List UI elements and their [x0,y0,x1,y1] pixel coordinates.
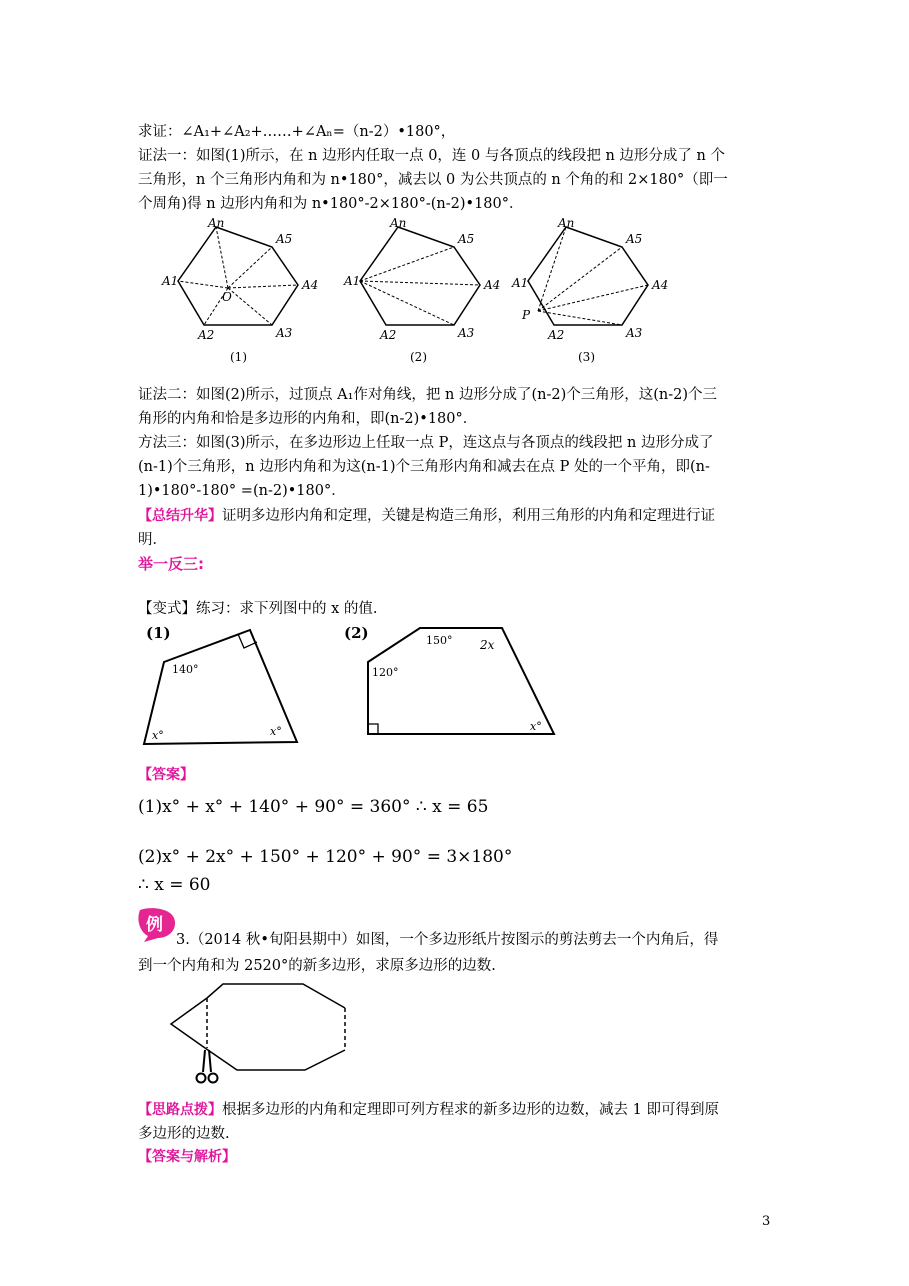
hex3-label-a4: A4 [652,278,669,292]
example-badge-text: 例 [146,915,163,935]
hex2-label-a2: A2 [380,328,397,342]
summary-line [138,505,715,527]
variant-line [138,598,378,620]
question-line-2: 到一个内角和为 2520°的新多边形，求原多边形的边数. [138,958,496,974]
hex3-label-an: An [558,216,575,230]
hex1-label-o: O [222,290,232,304]
quad2-angle-120: 120° [372,666,399,679]
hex3-label-a1: A1 [512,276,529,290]
summary-text: 证明多边形内角和定理，关键是构造三角形，利用三角形的内角和定理进行证 [222,508,715,524]
hex2-label-a1: A1 [344,274,361,288]
hint-line [138,1099,719,1121]
proof-method-3-line-1: 方法三：如图(3)所示，在多边形边上任取一点 P，连这点与各顶点的线段把 n 边形分成了 [138,435,714,451]
hex2-label-a4: A4 [484,278,501,292]
variant-text: 练习：求下列图中的 x 的值. [196,601,378,617]
quad1-angle-140: 140° [172,663,199,676]
proof-method-3-line-3: 1)•180°-180° =(n-2)•180°． [138,483,346,499]
equation-3: ∴ x = 60 [138,875,211,895]
hex1-caption: (1) [230,350,247,364]
answer-tag: 【答案】 [138,767,194,783]
hex2-label-a5: A5 [458,232,475,246]
question-line-1: 3.（2014 秋•旬阳县期中）如图，一个多边形纸片按图示的剪法剪去一个内角后，得 [176,932,719,948]
equation-1: (1)x° + x° + 140° + 90° = 360° ∴ x = 65 [138,797,489,817]
quad1-angle-x-right: x° [270,725,282,738]
quad1-title: (1) [146,624,171,642]
hex1-label-a2: A2 [198,328,215,342]
summary-tag: 【总结升华】 [138,508,222,524]
quad1-angle-x-left: x° [152,729,164,742]
section-heading: 举一反三: [138,555,204,573]
quad2-angle-x: x° [530,720,542,733]
proof-method-2-line-2: 角形的内角和恰是多边形的内角和，即(n-2)•180°． [138,411,478,427]
hint-text: 根据多边形的内角和定理即可列方程求的新多边形的边数，减去 1 即可得到原 [222,1102,719,1118]
hex2-label-a3: A3 [458,326,475,340]
equation-2: (2)x° + 2x° + 150° + 120° + 90° = 3×180° [138,847,513,867]
example-badge-icon [136,906,178,942]
quadrilateral-figure-2 [344,624,554,734]
variant-tag: 【变式】 [138,601,196,617]
polygon-cut-figure [165,978,355,1086]
hint-line-2: 多边形的边数. [138,1126,230,1142]
proof-statement: 求证：∠A₁+∠A₂+……+∠Aₙ=（n-2）•180°， [138,124,456,140]
hexagon-figures [160,215,680,370]
proof-method-3-line-2: (n-1)个三角形，n 边形内角和为这(n-1)个三角形内角和减去在点 P 处的一个平角，即(n- [138,459,710,475]
quad2-angle-2x: 2x [480,638,495,652]
quadrilateral-figures [140,618,570,753]
proof-method-1-line-3: 个周角)得 n 边形内角和为 n•180°-2×180°-(n-2)•180°． [138,196,524,212]
hex2-label-an: An [390,216,407,230]
hexagon-figure-1 [161,216,318,364]
hex1-label-a1: A1 [162,274,179,288]
hint-tag: 【思路点拨】 [138,1102,222,1118]
hex3-label-a5: A5 [626,232,643,246]
hex3-label-a2: A2 [548,328,565,342]
hex1-label-a4: A4 [302,278,319,292]
hexagon-figure-2 [343,216,500,364]
hex1-label-a5: A5 [276,232,293,246]
hex1-label-an: An [208,216,225,230]
quadrilateral-figure-1 [144,624,297,744]
hex3-caption: (3) [578,350,595,364]
summary-line-2: 明． [138,532,167,548]
solution-tag: 【答案与解析】 [138,1149,236,1165]
proof-method-1-line-2: 三角形，n 个三角形内角和为 n•180°，减去以 0 为公共顶点的 n 个角的和 2×180°（即一 [138,172,728,188]
hex1-label-a3: A3 [276,326,293,340]
hex3-label-a3: A3 [626,326,643,340]
hex3-label-p: P [522,308,531,322]
quad2-angle-150: 150° [426,634,453,647]
proof-method-1-line-1: 证法一：如图(1)所示，在 n 边形内任取一点 0，连 0 与各顶点的线段把 n 边形分成了 n 个 [138,148,725,164]
page-number: 3 [762,1214,771,1229]
quad2-title: (2) [344,624,369,642]
proof-method-2-line-1: 证法二：如图(2)所示，过顶点 A₁作对角线，把 n 边形分成了(n-2)个三角形，这(n-2)个三 [138,387,718,403]
hexagon-figure-3 [511,216,668,364]
hex2-caption: (2) [410,350,427,364]
